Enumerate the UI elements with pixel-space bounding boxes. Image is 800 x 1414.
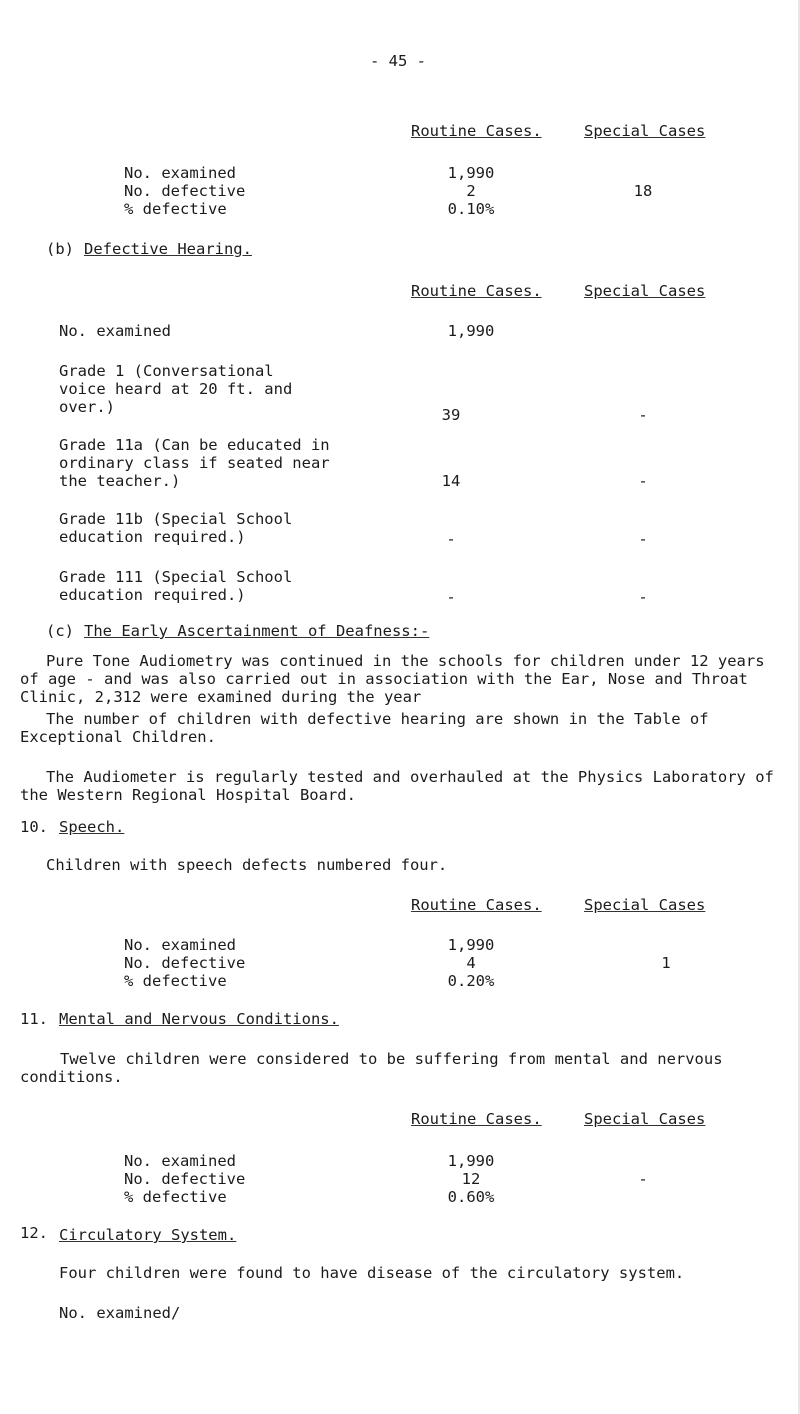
section-11-row-routine: 12 xyxy=(461,1170,481,1188)
grade-line: Grade 11a (Can be educated in xyxy=(59,436,330,454)
table-a-header-routine: Routine Cases. xyxy=(411,122,542,140)
section-10-row-label: No. defective xyxy=(124,954,246,972)
section-10-row-routine: 4 xyxy=(466,954,476,972)
section-b-examined-value: 1,990 xyxy=(447,322,495,340)
grade-line: Grade 11b (Special School xyxy=(59,510,293,528)
table-a-header-special: Special Cases xyxy=(584,122,706,140)
section-11-row-label: % defective xyxy=(124,1188,227,1206)
grade-line: Grade 111 (Special School xyxy=(59,568,293,586)
table-a-row-label: No. examined xyxy=(124,164,236,182)
grade-line: over.) xyxy=(59,398,115,416)
grade-routine-value: 14 xyxy=(441,472,461,490)
grade-line: voice heard at 20 ft. and xyxy=(59,380,293,398)
section-11-row-label: No. examined xyxy=(124,1152,236,1170)
grade-special-value: - xyxy=(638,530,648,548)
table-a-row-label: No. defective xyxy=(124,182,246,200)
grade-routine-value: - xyxy=(446,588,456,606)
section-11-header-routine: Routine Cases. xyxy=(411,1110,542,1128)
section-10-row-label: % defective xyxy=(124,972,227,990)
section-11-number: 11. xyxy=(20,1010,48,1028)
section-12-heading: Circulatory System. xyxy=(59,1226,237,1244)
grade-line: Grade 1 (Conversational xyxy=(59,362,274,380)
section-11-row-special: - xyxy=(638,1170,648,1188)
section-11-heading: Mental and Nervous Conditions. xyxy=(59,1010,339,1028)
grade-line: education required.) xyxy=(59,528,246,546)
section-b-header-special: Special Cases xyxy=(584,282,706,300)
section-c-number: (c) xyxy=(46,622,74,640)
grade-line: education required.) xyxy=(59,586,246,604)
grade-special-value: - xyxy=(638,472,648,490)
table-a-row-special: 18 xyxy=(633,182,653,200)
section-11-row-label: No. defective xyxy=(124,1170,246,1188)
section-12-intro: Four children were found to have disease of the circulatory system. xyxy=(59,1264,685,1282)
section-11-row-routine: 0.60% xyxy=(447,1188,495,1206)
grade-routine-value: - xyxy=(446,530,456,548)
section-c-heading: The Early Ascertainment of Deafness:- xyxy=(84,622,430,640)
section-c-paragraph-2: The number of children with defective hearing are shown in the Table of Exceptional Children. xyxy=(20,710,709,746)
section-c-paragraph-3: The Audiometer is regularly tested and overhauled at the Physics Laboratory of the Western Regional Hospital Board. xyxy=(20,768,774,804)
section-b-heading: Defective Hearing. xyxy=(84,240,252,258)
page-number: - 45 - xyxy=(370,52,426,70)
section-10-heading: Speech. xyxy=(59,818,125,836)
section-12-continued: No. examined/ xyxy=(59,1304,181,1322)
section-12-number: 12. xyxy=(20,1224,48,1242)
table-a-row-routine: 1,990 xyxy=(447,164,495,182)
table-a-row-label: % defective xyxy=(124,200,227,218)
table-a-row-routine: 0.10% xyxy=(447,200,495,218)
section-10-row-label: No. examined xyxy=(124,936,236,954)
table-a-row-routine: 2 xyxy=(466,182,476,200)
section-10-row-special: 1 xyxy=(661,954,671,972)
grade-special-value: - xyxy=(638,588,648,606)
section-10-row-routine: 1,990 xyxy=(447,936,495,954)
section-10-number: 10. xyxy=(20,818,48,836)
grade-line: the teacher.) xyxy=(59,472,181,490)
section-c-paragraph-1: Pure Tone Audiometry was continued in the schools for children under 12 years of age - and was also carried out in association with the Ear, Nose and Throat Clinic, 2,312 were examined during the year xyxy=(20,652,765,706)
section-10-row-routine: 0.20% xyxy=(447,972,495,990)
section-10-header-special: Special Cases xyxy=(584,896,706,914)
grade-line: ordinary class if seated near xyxy=(59,454,330,472)
section-b-number: (b) xyxy=(46,240,74,258)
section-11-intro: Twelve children were considered to be suffering from mental and nervous conditions. xyxy=(20,1050,723,1086)
section-11-header-special: Special Cases xyxy=(584,1110,706,1128)
section-b-examined-label: No. examined xyxy=(59,322,171,340)
section-10-intro: Children with speech defects numbered four. xyxy=(46,856,448,874)
section-10-header-routine: Routine Cases. xyxy=(411,896,542,914)
section-11-row-routine: 1,990 xyxy=(447,1152,495,1170)
section-b-header-routine: Routine Cases. xyxy=(411,282,542,300)
grade-special-value: - xyxy=(638,406,648,424)
grade-routine-value: 39 xyxy=(441,406,461,424)
